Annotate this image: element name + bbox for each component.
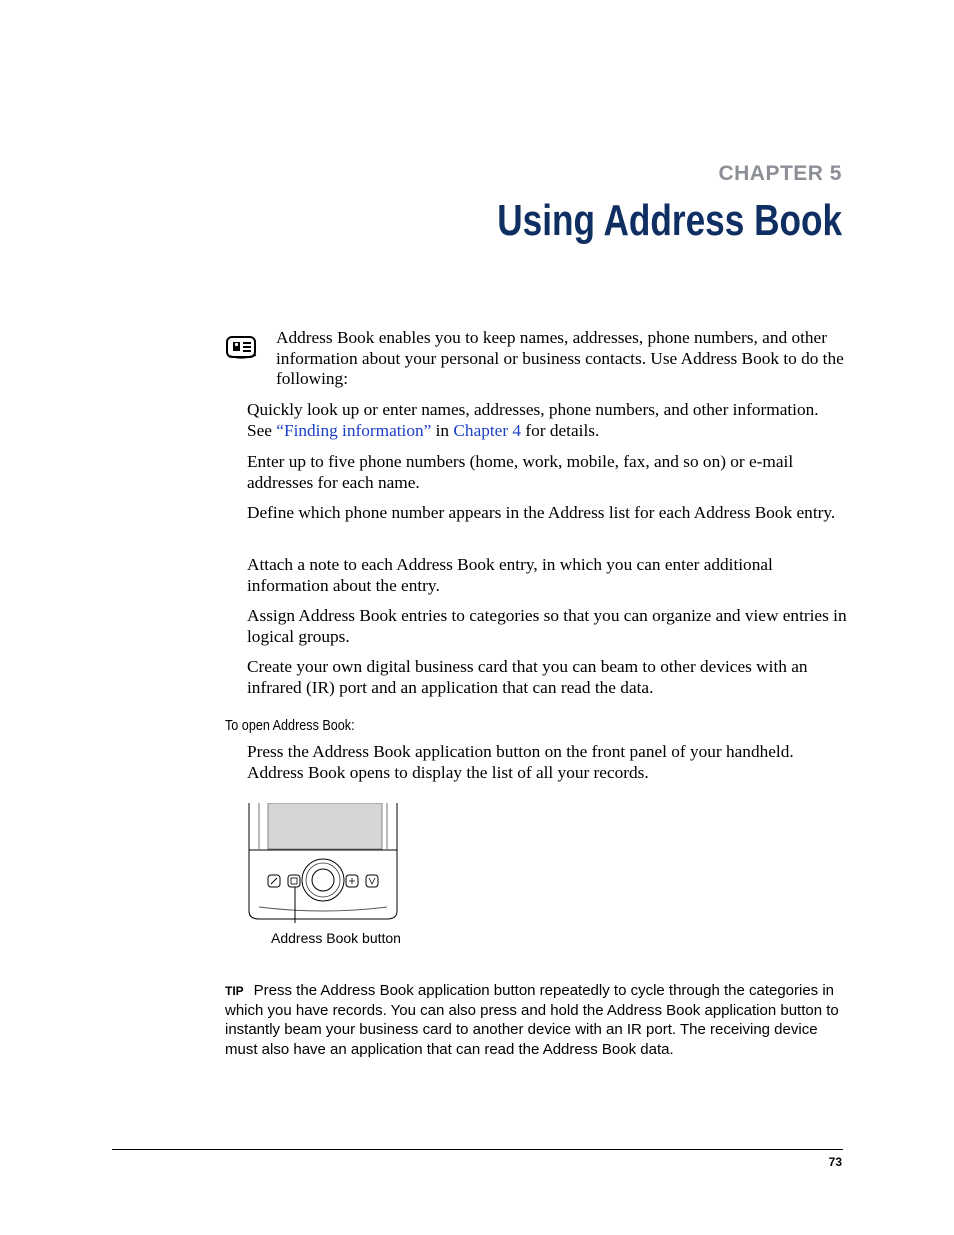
tip-note (225, 981, 847, 1059)
finding-information-link[interactable]: “Finding information” (276, 420, 432, 440)
address-book-icon (225, 334, 259, 360)
handheld-device-illustration (247, 803, 399, 923)
list-item: Attach a note to each Address Book entry, in which you can enter additional information about the entry. (247, 555, 773, 595)
footer-rule (112, 1149, 843, 1150)
procedure-step: Press the Address Book application button on the front panel of your handheld. Address Book opens to display the list of all your records. (247, 742, 794, 782)
figure-callout: Address Book button (271, 930, 401, 946)
tip-text: Press the Address Book application button repeatedly to cycle through the categories in which you have records. You can also press and hold the Address Book application button to instantly beam your business card to another device with an IR port. The receiving device must also have an application that can read the Address Book data. (225, 982, 839, 1058)
list-item: Assign Address Book entries to categories so that you can organize and view entries in logical groups. (247, 606, 847, 646)
list-item: Define which phone number appears in the Address list for each Address Book entry. (247, 503, 836, 522)
list-item: Enter up to five phone numbers (home, work, mobile, fax, and so on) or e-mail addresses for each name. (247, 452, 794, 492)
chapter-4-link[interactable]: Chapter 4 (453, 420, 522, 440)
list-item-text: Quickly look up or enter names, addresses, phone numbers, and other information. See (247, 400, 819, 440)
tip-label: TIP (225, 984, 244, 998)
list-item (247, 400, 847, 441)
procedure-heading: To open Address Book: (225, 717, 355, 734)
page-title: Using Address Book (497, 196, 842, 245)
page-number: 73 (828, 1155, 842, 1169)
list-item: Create your own digital business card that you can beam to other devices with an infrared (IR) port and an application that can read the data. (247, 657, 808, 697)
chapter-label: CHAPTER 5 (718, 162, 842, 185)
list-item-text: for details. (521, 420, 600, 440)
list-item-text: in (431, 420, 454, 440)
intro-paragraph: Address Book enables you to keep names, addresses, phone numbers, and other information about your personal or business contacts. Use Address Book to do the following: (276, 328, 844, 388)
